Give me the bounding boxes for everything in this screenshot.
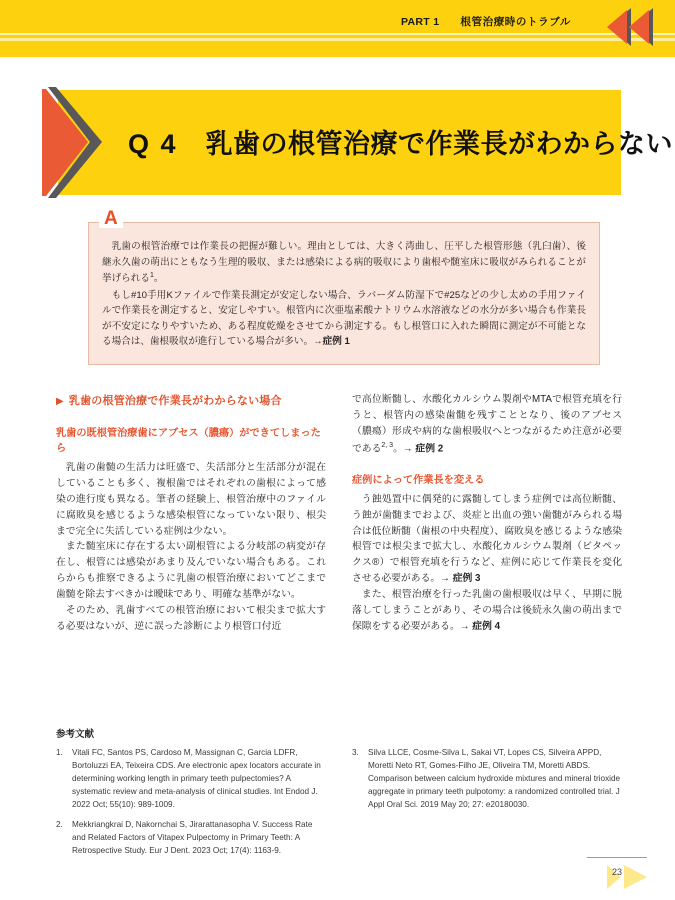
right-continued-paragraph <box>352 392 622 457</box>
references-left-column <box>56 747 326 865</box>
references-title: 参考文献 <box>56 729 95 740</box>
answer-paragraph-2 <box>102 288 586 350</box>
header-stripe-bottom <box>0 38 675 41</box>
right-paragraph-1-text: う蝕処置中に偶発的に露髄してしまう症例では高位断髄、う蝕が歯髄までおよび、炎症と出血の強い歯髄がみられる場合は低位断髄（歯根の中央程度）、腐敗臭を感じるような感染根管では根尖まで拡大し、水酸化カルシウム製剤（ビタペックス®）で根管充填を行うなど、症例に応じて作業長を変化させる必要がある。 <box>352 493 622 585</box>
right-paragraph-2-text: また、根管治療を行った乳歯の歯根吸収は早く、早期に脱落してしまうことがあり、その場合は後続永久歯の萌出まで保隙をする必要がある。 <box>352 588 622 632</box>
page-number: 23 <box>611 867 622 877</box>
answer-case-reference: →症例 1 <box>313 336 350 348</box>
answer-superscript-1: 1 <box>149 272 154 280</box>
references-right-column <box>352 747 622 865</box>
left-column <box>56 392 326 702</box>
references-section <box>56 726 622 865</box>
right-continued-text: で高位断髄し、水酸化カルシウム製剤やMTAで根管充填を行うと、根管内の感染歯髄を残すこととなり、後のアブセス（膿瘍）形成や病的な歯根吸収へとつながるため注意が必要である <box>352 394 622 454</box>
answer-paragraph-1 <box>102 239 586 287</box>
question-text: 乳歯の根管治療で作業長がわからない <box>205 129 674 159</box>
reference-item <box>56 819 326 858</box>
header-part-number: PART 1 <box>400 16 440 28</box>
question-label: Q 4 <box>128 129 178 159</box>
left-sub-heading: 乳歯の既根管治療歯にアブセス（膿瘍）ができてしまったら <box>56 428 321 455</box>
right-case-reference-4: → 症例 4 <box>459 620 501 632</box>
answer-section <box>88 208 600 365</box>
right-chevron-arrow-icon <box>40 85 104 200</box>
header-part-label <box>401 14 571 29</box>
right-column <box>352 392 622 702</box>
section-heading-text: 乳歯の根管治療で作業長がわからない場合 <box>68 395 282 407</box>
right-paragraph-2 <box>352 587 622 635</box>
double-left-arrow-icon <box>579 6 653 48</box>
reference-text: Vitali FC, Santos PS, Cardoso M, Massignan C, Garcia LDFR, Bortoluzzi EA, Teixeira CDS. Are electronic apex locators accurate in determining working length in primary teeth pulpectomies? A systematic review and meta-analysis of clinical studies. Int Endod J. 2022 Oct; 55(10): 989-1009. <box>72 748 321 809</box>
footer-divider <box>587 857 647 858</box>
question-title <box>128 122 673 161</box>
right-continued-tail: 。 <box>393 442 403 454</box>
reference-number: 2. <box>56 819 63 829</box>
left-paragraph-2: また髄室床に存在する太い副根管による分岐部の病変が存在し、根管には感染があまり及んでいない場合もある。これらからも推察できるように乳歯の根管治療においてどこまで歯髄を除去すべきかは曖昧であり、明確な基準がない。 <box>56 541 326 601</box>
answer-paragraph-1-tail: 。 <box>153 273 164 285</box>
triangle-marker-icon: ▶ <box>56 396 64 407</box>
right-case-reference-3: → 症例 3 <box>440 573 481 585</box>
reference-text: Mekkriangkrai D, Nakornchai S, Jirarattanasopha V. Success Rate and Related Factors of Vitapex Pulpectomy in Primary Teeth: A Retrospective Study. Eur J Dent. 2023 Oct; 17(4): 1163-9. <box>72 819 313 855</box>
right-sub-heading: 症例によって作業長を変える <box>352 474 485 486</box>
header-part-title: 根管治療時のトラブル <box>460 16 571 28</box>
references-columns <box>56 747 622 865</box>
right-paragraph-1 <box>352 492 622 587</box>
reference-text: Silva LLCE, Cosme-Silva L, Sakai VT, Lopes CS, Silveira APPD, Moretti Neto RT, Gomes-Filho JE, Oliveira TM, Moretti ABDS. Comparison between calcium hydroxide mixtures and mineral trioxide aggregate in primary teeth pulpotomy: a randomized controlled trial. J Appl Oral Sci. 2019 May 20; 27: e20180030. <box>368 748 621 809</box>
reference-item <box>56 747 326 812</box>
answer-paragraph-1-text: 乳歯の根管治療では作業長の把握が難しい。理由としては、大きく湾曲し、圧平した根管形態（乳臼歯）、後継永久歯の萌出にともなう生理的吸収、または感染による病的吸収により歯根や髄室床に吸収がみられることが挙げられる <box>102 241 586 285</box>
header-stripe-top <box>0 33 675 35</box>
left-paragraph-3: そのため、乳歯すべての根管治療において根尖まで拡大する必要はないが、逆に誤った診断により根管口付近 <box>56 604 326 632</box>
answer-marker: A <box>99 209 123 228</box>
answer-paragraph-2-text: もし#10手用Kファイルで作業長測定が安定しない場合、ラバーダム防湿下で#25などの少し太めの手用ファイルで作業長を測定すると、安定しやすい。根管内に次亜塩素酸ナトリウム水溶液などの水分が多い場合も作業長が不安定になりやすいため、ある程度乾燥をさせてから測定する。もし根管口に入れた瞬間に測定が不可能となる場合は、歯根吸収が進行している場合が多い。 <box>102 289 586 348</box>
right-case-reference-2: → 症例 2 <box>402 442 444 454</box>
page-header <box>0 0 675 57</box>
answer-box <box>88 208 600 365</box>
section-heading <box>56 392 326 408</box>
reference-number: 1. <box>56 748 63 757</box>
right-superscript: 2, 3 <box>381 441 394 449</box>
body-columns <box>56 392 622 702</box>
left-paragraph-1: 乳歯の歯髄の生活力は旺盛で、失活部分と生活部分が混在していることも多く、複根歯ではそれぞれの歯根によって感染の進行度も異なる。筆者の経験上、根管治療中のファイルに腐敗臭を感じるような感染根管になっていない限り、根尖まで完全に失活している症例は少ない。 <box>56 462 326 537</box>
reference-number: 3. <box>352 748 359 757</box>
reference-item <box>352 747 622 812</box>
